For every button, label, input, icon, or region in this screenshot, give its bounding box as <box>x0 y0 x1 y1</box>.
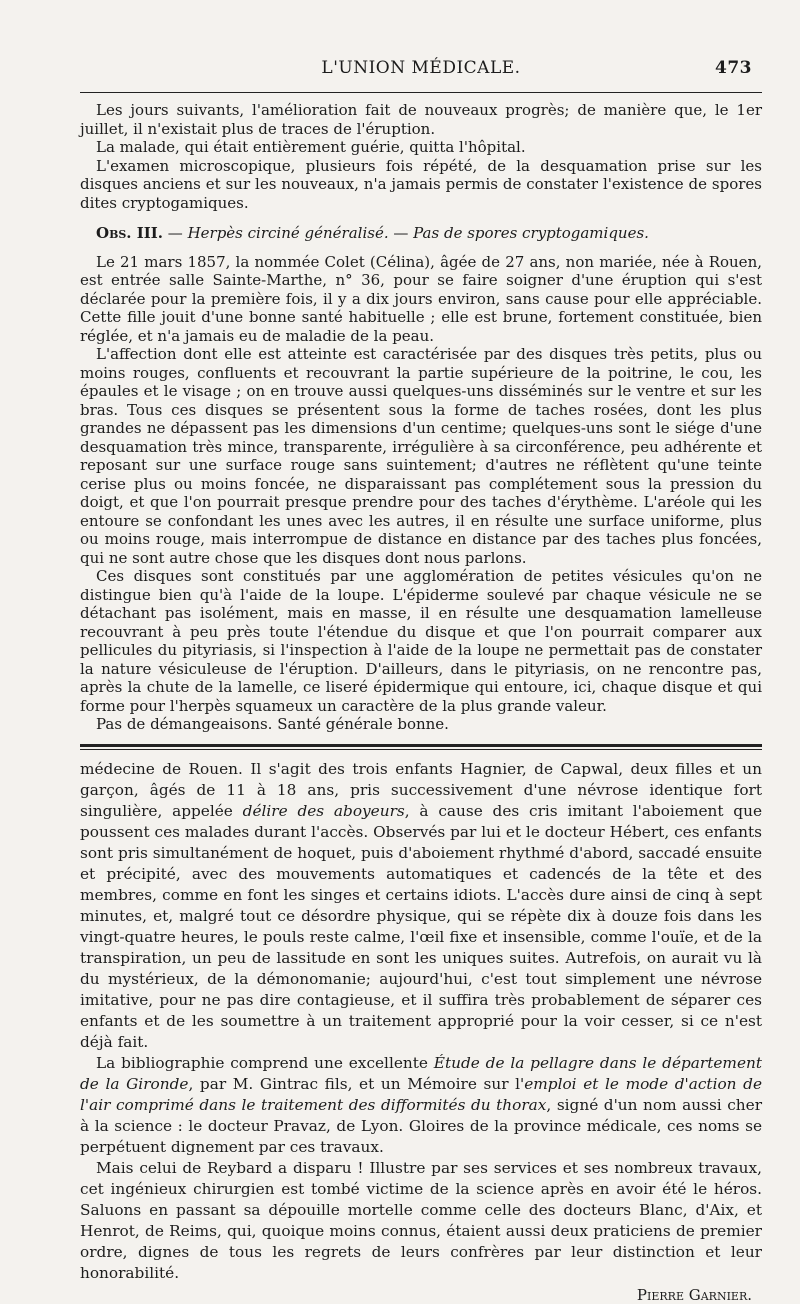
observation-heading <box>80 224 762 243</box>
journal-title: L'UNION MÉDICALE. <box>321 58 521 78</box>
paragraph <box>80 1053 762 1158</box>
running-header <box>80 58 762 82</box>
upper-section <box>80 101 762 734</box>
observation-label: Obs. III. <box>96 224 164 242</box>
paragraph: Les jours suivants, l'amélioration fait de nouveaux progrès; de manière que, le 1er juillet, il n'existait plus de traces de l'éruption. <box>80 101 762 138</box>
paragraph: Pas de démangeaisons. Santé générale bonne. <box>96 715 449 733</box>
paragraph-text: , à cause des cris imitant l'aboiement que poussent ces malades durant l'accès. Observés par lui et le docteur Hébert, ces enfants sont pris simultanément de hoquet, puis d'aboiement rhythmé d'abord, saccadé ensuite et précipité, avec des mouvements automatiques et cadencés de la tête et des membres, comme en font les singes et certains idiots. L'accès dure ainsi de cinq à sept minutes, et, malgré tout ce désordre physique, qui se répète dix à douze fois dans les vingt-quatre heures, le pouls reste calme, l'œil fixe et insensible, comme l'ouïe, et de la transpiration, un peu de lassitude en sont les uniques suites. Autrefois, on aurait vu là du mystérieux, de la démonomanie; aujourd'hui, c'est tout simplement une névrose imitative, pour ne pas dire contagieuse, et il suffira très probablement de séparer ces enfants et de les soumettre à un traitement approprié pour la voir cesser, si ce n'est déjà fait. <box>80 801 762 1051</box>
paragraph: La malade, qui était entièrement guérie, quitta l'hôpital. <box>96 138 526 156</box>
paragraph <box>80 759 762 1053</box>
paragraph: Le 21 mars 1857, la nommée Colet (Célina), âgée de 27 ans, non mariée, née à Rouen, est entrée salle Sainte-Marthe, n° 36, pour se faire soigner d'une éruption qui s'est déclarée pour la première fois, il y a dix jours environ, sans cause pour elle appréciable. Cette fille jouit d'une bonne santé habituelle ; elle est brune, fortement constituée, bien réglée, et n'a jamais eu de maladie de la peau. <box>80 252 762 345</box>
heading-dash: — <box>388 224 414 242</box>
paragraph-text: , signé d'un nom aussi cher à la science : le docteur Pravaz, de Lyon. Gloires de la province médicale, ces noms se perpétuent dignement par ces travaux. <box>80 1095 763 1156</box>
header-rule <box>80 92 762 93</box>
paragraph: L'affection dont elle est atteinte est caractérisée par des disques très petits, plus ou moins rouges, confluents et recouvrant la partie supérieure de la poitrine, le cou, les épaules et le visage ; on en trouve aussi quelques-uns disséminés sur le ventre et sur les bras. Tous ces disques se présentent sous la forme de taches rosées, dont les plus grandes ne dépassent pas les dimensions d'un centime; quelques-uns sont le siége d'une desquamation très mince, transparente, irrégulière à sa circonférence, peu adhérente et reposant sur une surface rouge sans suintement; d'autres ne réflètent qu'une teinte cerise plus ou moins foncée, ne disparaissant pas complétement sous la pression du doigt, et que l'on pourrait presque prendre pour des taches d'érythème. L'aréole qui les entoure se confondant les unes avec les autres, il en résulte une surface uniforme, plus ou moins rouge, mais interrompue de distance en distance par des taches plus foncées, qui ne sont autre chose que les disques dont nous parlons. <box>80 345 762 567</box>
heading-dash: — <box>163 224 188 242</box>
observation-title: Herpès circiné généralisé. <box>187 224 389 242</box>
paragraph-text: médecine de Rouen. Il s'agit des trois enfants Hagnier, de Capwal, deux filles et un garçon, âgés de 11 à 18 ans, pris successivement d'une névrose identique fort singulière, appelée <box>80 759 762 820</box>
paragraph: L'examen microscopique, plusieurs fois répété, de la desquamation prise sur les disques anciens et sur les nouveaux, n'a jamais permis de constater l'existence de spores dites cryptogamiques. <box>80 156 762 212</box>
paragraph-text: La bibliographie comprend une excellente <box>96 1053 434 1072</box>
author-signature: Pierre Garnier. <box>636 1285 752 1304</box>
book-title: Étude de la pellagre dans le département de la Gironde <box>80 1053 762 1093</box>
paragraph-text: , par M. Gintrac fils, et un Mémoire sur l' <box>188 1074 525 1093</box>
section-separator <box>80 744 762 750</box>
paragraph: Mais celui de Reybard a disparu ! Illustre par ses services et ses nombreux travaux, cet ingénieux chirurgien est tombé victime de la science après en avoir été le héros. Saluons en passant sa dépouille mortelle comme celle des docteurs Blanc, d'Aix, et Henrot, de Reims, qui, quoique moins connus, étaient aussi deux praticiens de premier ordre, dignes de tous les regrets de leurs confrères par leur distinction et leur honorabilité. <box>80 1158 762 1282</box>
italic-term: délire des aboyeurs <box>242 801 405 820</box>
memoir-title: emploi et le mode d'action de l'air comprimé dans le traitement des difformités du thorax <box>80 1074 762 1114</box>
observation-subtitle: Pas de spores cryptogamiques. <box>413 224 649 242</box>
lower-section <box>80 759 762 1304</box>
paragraph: Ces disques sont constitués par une agglomération de petites vésicules qu'on ne distingue bien qu'à l'aide de la loupe. L'épiderme soulevé par chaque vésicule ne se détachant pas isolément, mais en masse, il en résulte une desquamation lamelleuse recouvrant à peu près toute l'étendue du disque et que l'on pourrait comparer aux pellicules du pityriasis, si l'inspection à l'aide de la loupe ne permettait pas de constater la nature vésiculeuse de l'éruption. D'ailleurs, dans le pityriasis, on ne rencontre pas, après la chute de la lamelle, ce liseré épidermique qui entoure, ici, chaque disque et qui forme pour l'herpès squameux un caractère de la plus grande valeur. <box>80 567 762 715</box>
page-number: 473 <box>715 58 752 78</box>
